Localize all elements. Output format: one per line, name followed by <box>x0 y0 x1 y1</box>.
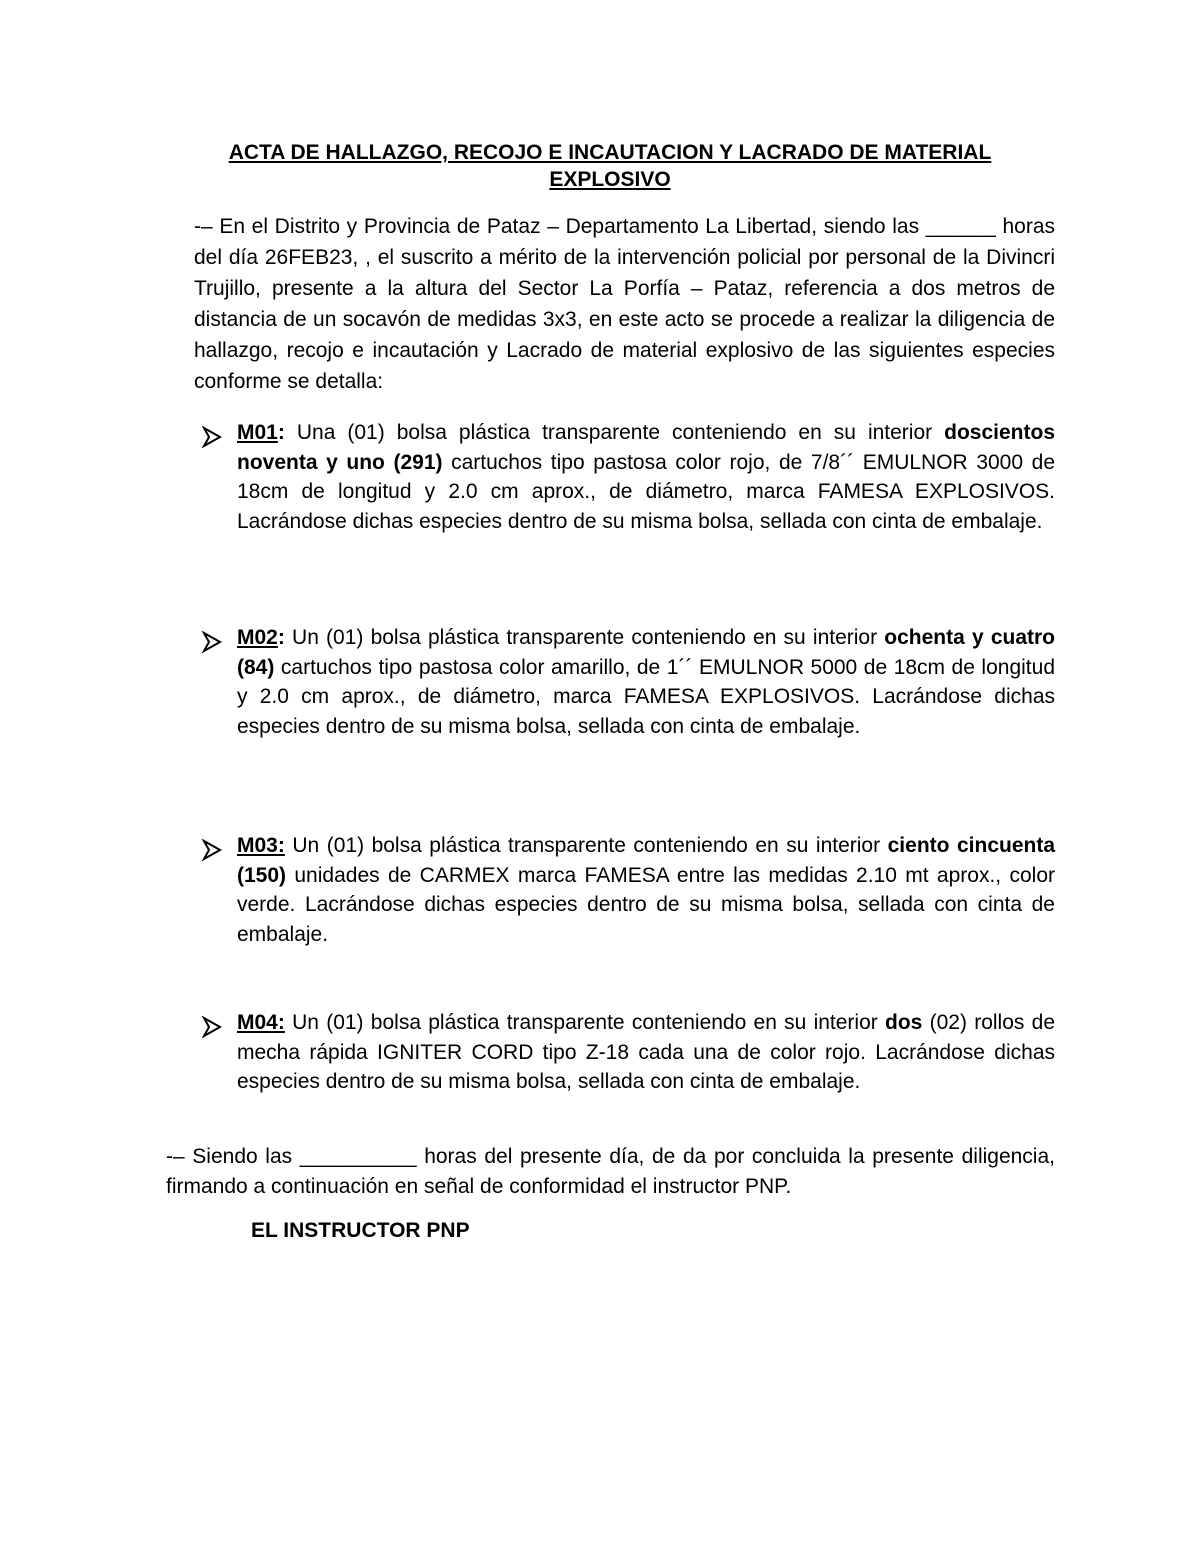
item-text: Un (01) bolsa plástica transparente conteniendo en su interior <box>284 1011 886 1034</box>
intro-paragraph: -– En el Distrito y Provincia de Pataz – Departamento La Libertad, siendo las ______ horas del día 26FEB23, , el suscrito a mérito de la intervención policial por personal de la Divincri Trujillo, presente a la altura del Sector La Porfía – Pataz, referencia a dos metros de distancia de un socavón de medidas 3x3, en este acto se procede a realizar la diligencia de hallazgo, recojo e incautación y Lacrado de material explosivo de las siguientes especies conforme se detalla: <box>194 215 1055 393</box>
item-code: M02 <box>237 626 278 649</box>
list-item-m03 <box>237 831 1055 949</box>
arrowhead-bullet-icon <box>201 426 223 448</box>
item-quantity: ciento cincuenta (150) <box>237 834 1056 887</box>
item-quantity: doscientos noventa y uno (291) <box>237 421 1055 474</box>
signature-label: EL INSTRUCTOR PNP <box>251 1219 470 1242</box>
closing-paragraph: -– Siendo las __________ horas del presente día, de da por concluida la presente diligencia, firmando a continuación en señal de conformidad el instructor PNP. <box>166 1145 1055 1198</box>
item-code: M03: <box>237 834 285 857</box>
title-line-2: EXPLOSIVO <box>549 168 671 191</box>
arrowhead-bullet-icon <box>201 839 223 861</box>
item-code: M04: <box>237 1011 285 1034</box>
item-text-rest: cartuchos tipo pastosa color amarillo, de 1´´ EMULNOR 5000 de 18cm de longitud y 2.0 cm aprox., de diámetro, marca FAMESA EXPLOSIVOS. Lacrándose dichas especies dentro de su misma bolsa, sellada con cinta de embalaje. <box>237 655 1055 738</box>
title-line-1: ACTA DE HALLAZGO, RECOJO E INCAUTACION Y LACRADO DE MATERIAL <box>228 141 992 164</box>
item-code-colon: : <box>277 626 285 649</box>
arrowhead-bullet-icon <box>201 1016 223 1038</box>
item-code: M01 <box>237 421 278 444</box>
list-item-m01 <box>237 418 1055 536</box>
item-code-colon: : <box>277 421 285 444</box>
list-item-m02 <box>237 623 1055 741</box>
item-text-rest: unidades de CARMEX marca FAMESA entre las medidas 2.10 mt aprox., color verde. Lacrándose dichas especies dentro de su misma bolsa, sellada con cinta de embalaje. <box>237 863 1055 946</box>
list-item-m04 <box>237 1008 1055 1097</box>
item-text: Una (01) bolsa plástica transparente conteniendo en su interior <box>284 421 945 444</box>
item-text-rest: (02) rollos de mecha rápida IGNITER CORD tipo Z-18 cada una de color rojo. Lacrándose dichas especies dentro de su misma bolsa, sellada con cinta de embalaje. <box>237 1011 1056 1093</box>
item-quantity: dos <box>885 1011 923 1034</box>
item-text: Un (01) bolsa plástica transparente conteniendo en su interior <box>284 626 885 649</box>
item-quantity: ochenta y cuatro (84) <box>237 626 1056 679</box>
document-title <box>160 139 1060 193</box>
arrowhead-bullet-icon <box>201 631 223 653</box>
item-text: Un (01) bolsa plástica transparente conteniendo en su interior <box>284 834 888 857</box>
item-text-rest: cartuchos tipo pastosa color rojo, de 7/8´´ EMULNOR 3000 de 18cm de longitud y 2.0 cm aprox., de diámetro, marca FAMESA EXPLOSIVOS. Lacrándose dichas especies dentro de su misma bolsa, sellada con cinta de embalaje. <box>237 450 1055 533</box>
